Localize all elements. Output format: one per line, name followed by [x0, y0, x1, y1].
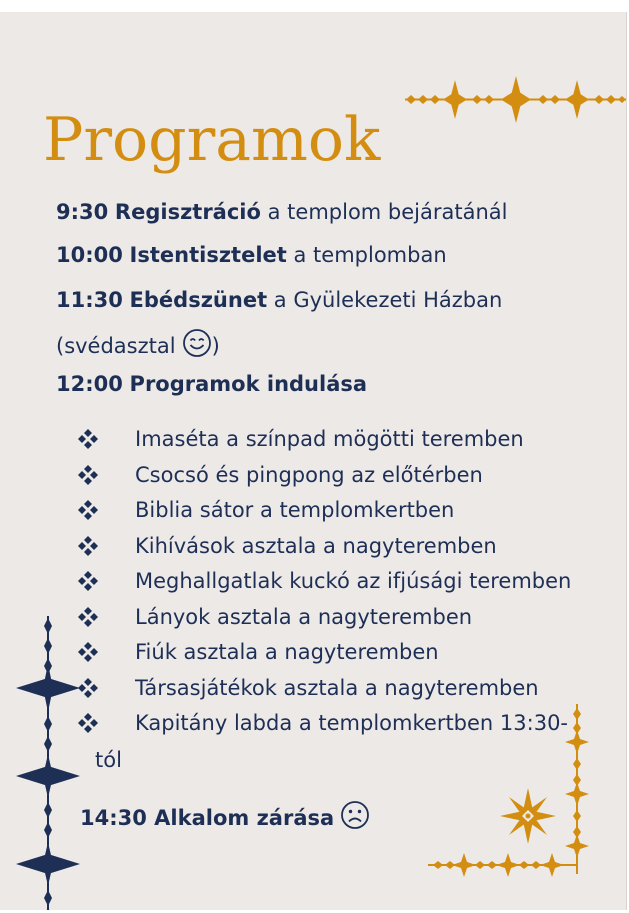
schedule-event: Regisztráció [114, 200, 261, 224]
schedule-item-registration [56, 202, 508, 223]
diamond-bullet-icon [78, 536, 98, 556]
navy-left-ornament [12, 616, 84, 910]
diamond-bullet-icon [78, 500, 98, 520]
schedule-event: Programok indulása [129, 372, 368, 396]
schedule-item-service [56, 245, 447, 266]
schedule-time: 14:30 [80, 806, 147, 830]
schedule-item-programs-start [56, 374, 367, 395]
list-item-label: Társasjátékok asztala a nagyteremben [135, 675, 539, 700]
schedule-time: 10:00 [56, 243, 123, 267]
schedule-item-closing [80, 800, 370, 830]
list-item-label: Biblia sátor a templomkertben [135, 498, 455, 522]
gold-corner-ornament [428, 704, 606, 884]
schedule-item-lunch [56, 290, 502, 311]
schedule-time: 12:00 [56, 372, 123, 396]
list-item-label: Kapitány labda a templomkertben 13:30- [135, 711, 569, 735]
schedule-place: a templom bejáratánál [267, 200, 508, 224]
schedule-time: 9:30 [56, 200, 109, 224]
diamond-bullet-icon [78, 429, 98, 449]
schedule-note: (svédasztal [56, 334, 176, 358]
smiling-face-icon [182, 328, 212, 358]
schedule-event: Ebédszünet [129, 288, 268, 312]
list-item-continuation: tól [95, 748, 122, 772]
page-title: Programok [43, 105, 381, 175]
schedule-place: a Gyülekezeti Házban [273, 288, 503, 312]
schedule-note-lunch: (svédasztal ) [56, 328, 220, 358]
gold-top-ornament [405, 74, 627, 126]
list-item-label: Imaséta a színpad mögötti teremben [135, 427, 524, 451]
diamond-bullet-icon [78, 571, 98, 591]
list-item-label: Meghallgatlak kuckó az ifjúsági teremben [135, 569, 572, 593]
list-item-label: Kihívások asztala a nagyteremben [135, 533, 497, 558]
frowning-face-icon [340, 800, 370, 830]
schedule-time: 11:30 [56, 288, 123, 312]
diamond-bullet-icon [78, 465, 98, 485]
list-item-label: Lányok asztala a nagyteremben [135, 604, 473, 629]
list-item-label: Csocsó és pingpong az előtérben [135, 462, 483, 487]
list-item-label: Fiúk asztala a nagyteremben [135, 640, 439, 664]
document-page [0, 12, 627, 910]
schedule-event: Alkalom zárása [154, 806, 335, 830]
schedule-event: Istentisztelet [129, 243, 287, 267]
star-ornament-icon [500, 788, 556, 844]
schedule-place: a templomban [293, 243, 447, 267]
